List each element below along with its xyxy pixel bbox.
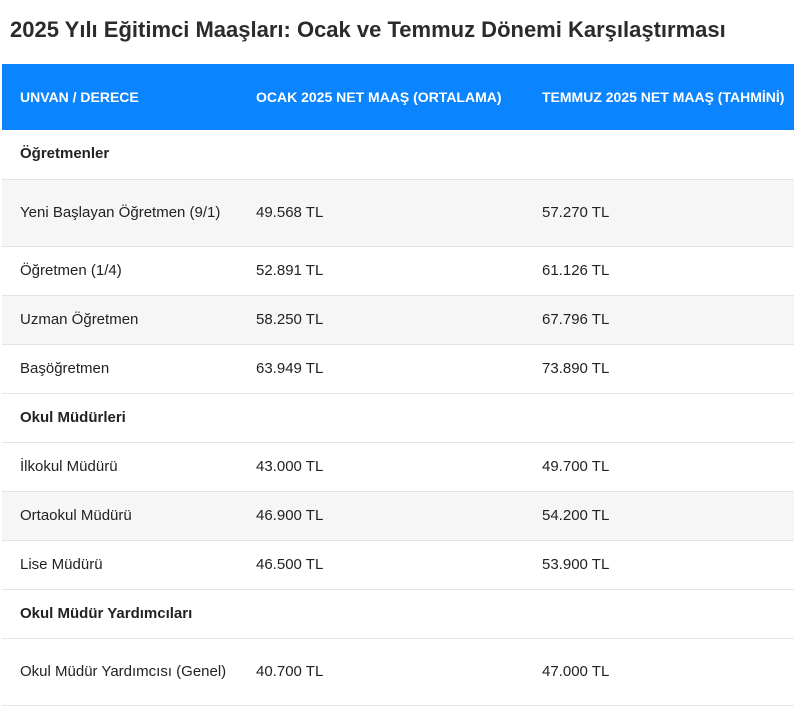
salary-table-container (2, 64, 794, 708)
section-label: Okul Müdürleri (2, 393, 794, 442)
cell-title: Okul Müdür Yardımcısı (Genel) (2, 638, 238, 705)
cell-january: 58.250 TL (238, 295, 524, 344)
cell-july: 47.000 TL (524, 638, 794, 705)
table-row (2, 491, 794, 540)
cell-july: 67.796 TL (524, 295, 794, 344)
section-label: Öğretmenler (2, 130, 794, 179)
cell-july: 73.890 TL (524, 344, 794, 393)
cell-title: Ortaokul Müdürü (2, 491, 238, 540)
table-row (2, 344, 794, 393)
cell-january: 46.500 TL (238, 540, 524, 589)
cell-january: 40.700 TL (238, 638, 524, 705)
header-july-salary: TEMMUZ 2025 NET MAAŞ (TAHMİNİ) (542, 89, 785, 105)
table-row (2, 638, 794, 705)
cell-title: İlkokul Müdürü (2, 442, 238, 491)
table-header-row (2, 64, 794, 130)
cell-january: 43.000 TL (238, 442, 524, 491)
table-row (2, 179, 794, 246)
header-title-grade: UNVAN / DERECE (20, 89, 139, 105)
cell-title: Öğretmen (1/4) (2, 246, 238, 295)
cell-title: Başöğretmen (2, 344, 238, 393)
section-row-principals (2, 393, 794, 442)
section-label: Okul Müdür Yardımcıları (2, 589, 794, 638)
header-january-salary: OCAK 2025 NET MAAŞ (ORTALAMA) (256, 89, 502, 105)
table-row (2, 442, 794, 491)
cell-july: 53.900 TL (524, 540, 794, 589)
table-row (2, 540, 794, 589)
section-row-teachers (2, 130, 794, 179)
cell-july: 57.270 TL (524, 179, 794, 246)
table-row (2, 246, 794, 295)
cell-january: 49.568 TL (238, 179, 524, 246)
section-row-vice-principals (2, 589, 794, 638)
cell-january: 52.891 TL (238, 246, 524, 295)
cell-january: 46.900 TL (238, 491, 524, 540)
table-row (2, 295, 794, 344)
cell-title: Uzman Öğretmen (2, 295, 238, 344)
cell-july: 61.126 TL (524, 246, 794, 295)
cell-title: Lise Müdürü (2, 540, 238, 589)
cell-july: 49.700 TL (524, 442, 794, 491)
page-title: 2025 Yılı Eğitimci Maaşları: Ocak ve Temmuz Dönemi Karşılaştırması (10, 17, 726, 42)
salary-table (2, 64, 794, 706)
cell-title: Yeni Başlayan Öğretmen (9/1) (2, 179, 238, 246)
cell-july: 54.200 TL (524, 491, 794, 540)
cell-january: 63.949 TL (238, 344, 524, 393)
